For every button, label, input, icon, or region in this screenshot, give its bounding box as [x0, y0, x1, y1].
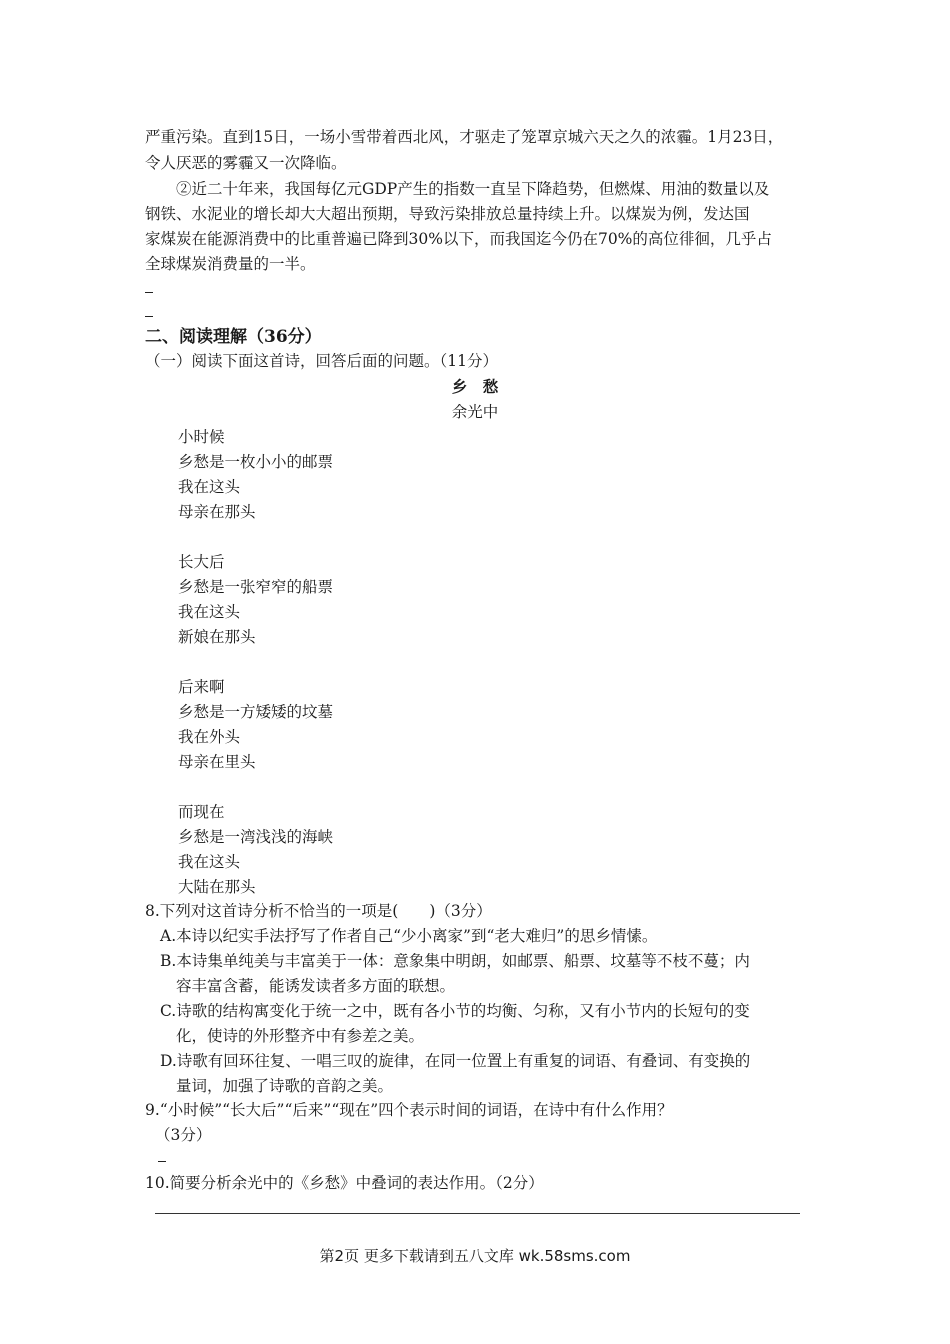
answer-blank: [145, 292, 153, 293]
section-subheading: （一）阅读下面这首诗，回答后面的问题。（11分）: [145, 352, 498, 370]
option-d-cont: 量词，加强了诗歌的音韵之美。: [176, 1077, 394, 1095]
question-8: 8.下列对这首诗分析不恰当的一项是( )（3分）: [145, 902, 492, 920]
passage-line: 严重污染。直到15日，一场小雪带着西北风，才驱走了笼罩京城六天之久的浓霾。1月23日，: [145, 128, 784, 146]
passage-line: 钢铁、水泥业的增长却大大超出预期，导致污染排放总量持续上升。以煤炭为例，发达国: [145, 205, 750, 223]
poem-line: 小时候: [178, 428, 225, 446]
passage-line: ②近二十年来，我国每亿元GDP产生的指数一直呈下降趋势，但燃煤、用油的数量以及: [176, 180, 770, 198]
poem-line: 长大后: [178, 553, 225, 571]
poem-author: 余光中: [451, 403, 499, 421]
section-heading: 二、阅读理解（36分）: [145, 327, 322, 347]
poem-title: 乡 愁: [451, 377, 499, 396]
passage-line: 全球煤炭消费量的一半。: [145, 255, 316, 273]
poem-line: 乡愁是一枚小小的邮票: [178, 453, 334, 471]
poem-line: 我在外头: [178, 728, 241, 746]
answer-blank: [158, 1161, 166, 1162]
poem-line: 大陆在那头: [178, 878, 256, 896]
option-c: C.诗歌的结构寓变化于统一之中，既有各小节的均衡、匀称，又有小节内的长短句的变: [160, 1002, 750, 1020]
question-10: 10.简要分析余光中的《乡愁》中叠词的表达作用。（2分）: [145, 1174, 544, 1192]
poem-line: 我在这头: [178, 603, 241, 621]
passage-line: 令人厌恶的雾霾又一次降临。: [145, 154, 347, 172]
passage-line: 家煤炭在能源消费中的比重普遍已降到30%以下，而我国迄今仍在70%的高位徘徊，几乎占: [145, 230, 772, 248]
poem-line: 我在这头: [178, 478, 241, 496]
option-d: D.诗歌有回环往复、一唱三叹的旋律，在同一位置上有重复的词语、有叠词、有变换的: [160, 1052, 751, 1070]
question-9: 9.“小时候”“长大后”“后来”“现在”四个表示时间的词语，在诗中有什么作用？: [145, 1101, 673, 1119]
poem-line: 而现在: [178, 803, 225, 821]
poem-line: 后来啊: [178, 678, 225, 696]
poem-line: 我在这头: [178, 853, 241, 871]
question-9-score: （3分）: [155, 1126, 212, 1144]
poem-line: 乡愁是一张窄窄的船票: [178, 578, 334, 596]
option-b: B.本诗集单纯美与丰富美于一体：意象集中明朗，如邮票、船票、坟墓等不枝不蔓；内: [160, 952, 750, 970]
poem-line: 母亲在那头: [178, 503, 256, 521]
poem-line: 新娘在那头: [178, 628, 256, 646]
option-b-cont: 容丰富含蓄，能诱发读者多方面的联想。: [176, 977, 456, 995]
page-footer: 第2页 更多下载请到五八文库 wk.58sms.com: [319, 1247, 631, 1265]
option-c-cont: 化，使诗的外形整齐中有参差之美。: [176, 1027, 425, 1045]
answer-blank: [145, 316, 153, 317]
option-a: A.本诗以纪实手法抒写了作者自己“少小离家”到“老大难归”的思乡情愫。: [160, 927, 658, 945]
poem-line: 乡愁是一方矮矮的坟墓: [178, 703, 334, 721]
poem-line: 乡愁是一湾浅浅的海峡: [178, 828, 334, 846]
footer-divider: [155, 1213, 800, 1214]
poem-line: 母亲在里头: [178, 753, 256, 771]
